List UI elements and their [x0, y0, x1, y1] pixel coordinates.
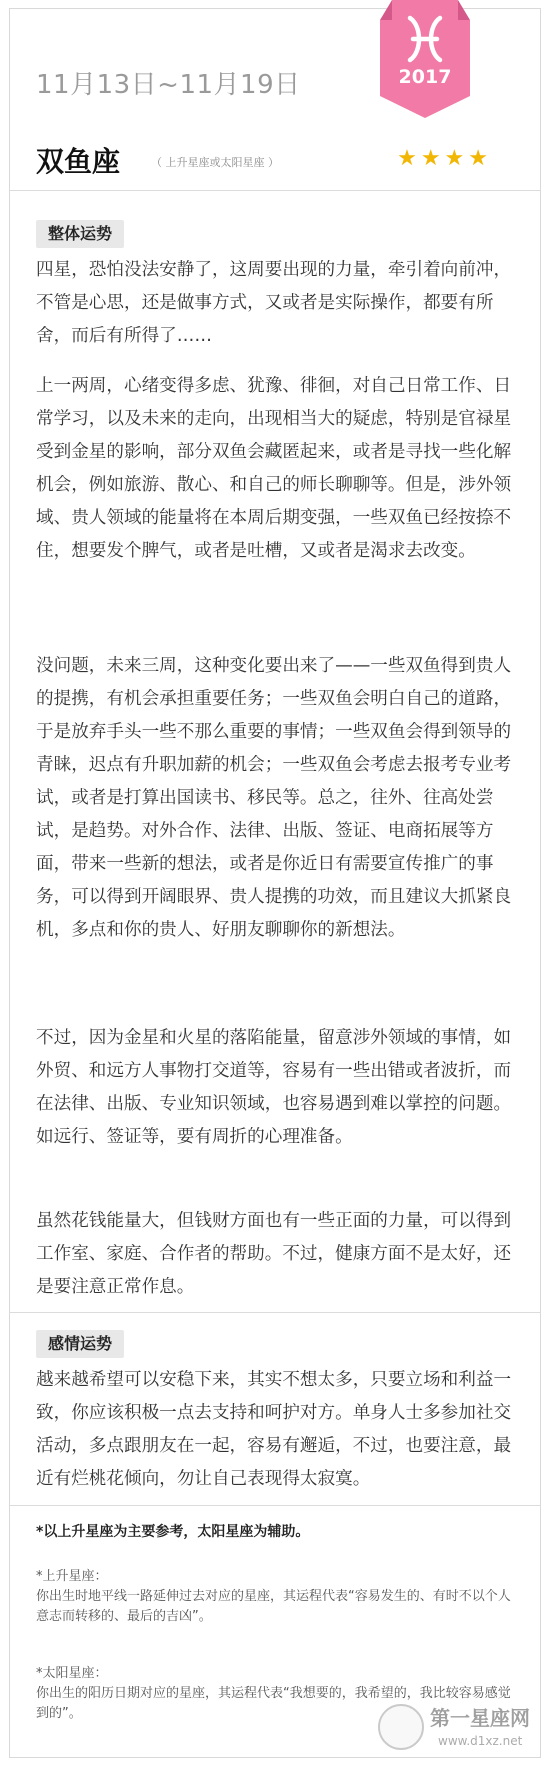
- overall-paragraph-1: 四星，恐怕没法安静了，这周要出现的力量，牵引着向前冲，不管是心思，还是做事方式，又或者是实际操作，都要有所舍，而后有所得了……: [36, 260, 512, 346]
- overall-paragraph-3: 没问题，未来三周，这种变化要出来了——一些双鱼得到贵人的提携，有机会承担重要任务；一些双鱼会明白自己的道路，于是放弃手头一些不那么重要的事情；一些双鱼会得到领导的青睐，迟点有升职加薪的机会；一些双鱼会考虑去报考专业考试，或者是打算出国读书、移民等。总之，往外、往高处尝试，是趋势。对外合作、法律、出版、签证、电商拓展等方面，带来一些新的想法，或者是你近日有需要宣传推广的事务，可以得到开阔眼界、贵人提携的功效，而且建议大抓紧良机，多点和你的贵人、好朋友聊聊你的新想法。: [36, 656, 512, 940]
- star-rating: ★★★★: [397, 146, 492, 171]
- note-main: *以上升星座为主要参考，太阳星座为辅助。: [36, 1524, 310, 1540]
- page-title: 双鱼座: [36, 145, 121, 178]
- love-paragraph: 越来越希望可以安稳下来，其实不想太多，只要立场和利益一致，你应该积极一点去支持和呵护对方。单身人士多参加社交活动，多点跟朋友在一起，容易有邂逅，不过，也要注意，最近有烂桃花倾向，勿让自己表现得太寂寞。: [36, 1370, 512, 1489]
- section-tag-love: 感情运势: [36, 1330, 124, 1358]
- site-watermark: [378, 1700, 538, 1756]
- year-ribbon: [380, 0, 470, 118]
- divider: [9, 190, 541, 191]
- overall-paragraph-4: 不过，因为金星和火星的落陷能量，留意涉外领域的事情，如外贸、和远方人事物打交道等，容易有一些出错或者波折，而在法律、出版、专业知识领域，也容易遇到难以掌控的问题。如远行、签证等，要有周折的心理准备。: [36, 1028, 512, 1147]
- divider: [9, 1312, 541, 1313]
- divider: [9, 1505, 541, 1506]
- note-sun-body: 你出生的阳历日期对应的星座，其运程代表“我想要的，我希望的，我比较容易感觉到的”。: [36, 1686, 511, 1721]
- title-row: [36, 140, 506, 180]
- date-range: 11月13日~11月19日: [36, 70, 301, 100]
- watermark-logo-icon: [378, 1704, 424, 1750]
- section-tag-overall: 整体运势: [36, 220, 124, 248]
- overall-paragraph-2: 上一两周，心绪变得多虑、犹豫、徘徊，对自己日常工作、日常学习，以及未来的走向，出现相当大的疑虑，特别是官禄星受到金星的影响，部分双鱼会藏匿起来，或者是寻找一些化解机会，例如旅游、散心、和自己的师长聊聊等。但是，涉外领域、贵人领域的能量将在本周后期变强，一些双鱼已经按捺不住，想要发个脾气，或者是吐槽，又或者是渴求去改变。: [36, 376, 512, 561]
- note-sun-title: *太阳星座：: [36, 1666, 108, 1681]
- ribbon-shape: [380, 0, 470, 118]
- note-rising-body: 你出生时地平线一路延伸过去对应的星座，其运程代表“容易发生的、有时不以个人意志而转移的、最后的吉凶”。: [36, 1589, 511, 1624]
- page-subtitle: （ 上升星座或太阳星座 ）: [151, 156, 279, 169]
- note-rising-title: *上升星座：: [36, 1569, 108, 1584]
- watermark-url: www.d1xz.net: [438, 1734, 523, 1748]
- overall-paragraph-5: 虽然花钱能量大，但钱财方面也有一些正面的力量，可以得到工作室、家庭、合作者的帮助。不过，健康方面不是太好，还是要注意正常作息。: [36, 1211, 512, 1297]
- watermark-text: 第一星座网: [430, 1706, 530, 1730]
- year-label: 2017: [398, 66, 452, 88]
